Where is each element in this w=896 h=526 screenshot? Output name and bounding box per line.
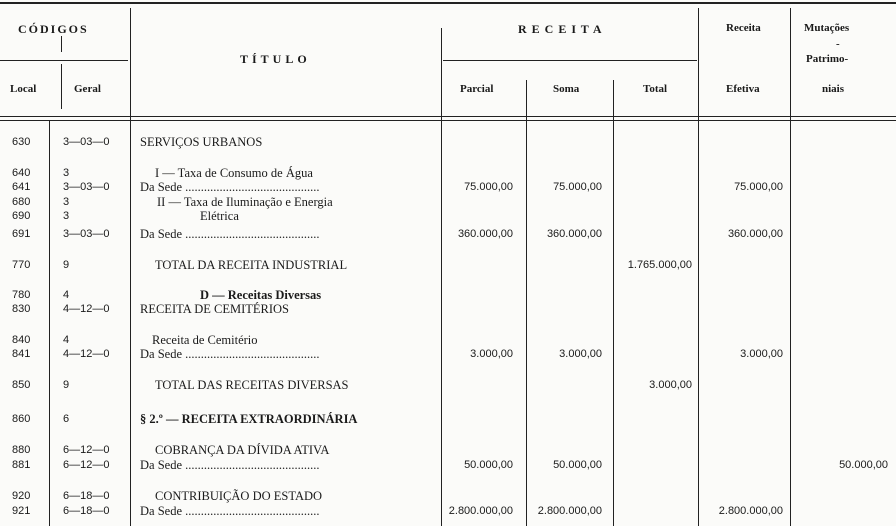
row-local-code: 881 [12, 459, 31, 471]
row-soma: 50.000,00 [553, 459, 602, 471]
row-geral-code: 4 [63, 334, 70, 346]
row-titulo: D — Receitas Diversas [200, 288, 322, 302]
row-efetiva: 3.000,00 [740, 348, 783, 360]
row-geral-code: 6—12—0 [63, 444, 110, 456]
row-geral-code: 4—12—0 [63, 303, 110, 315]
row-local-code: 880 [12, 444, 31, 456]
row-titulo: Da Sede ........................................... [140, 227, 320, 241]
row-local-code: 690 [12, 210, 31, 222]
row-total: 1.765.000,00 [627, 259, 692, 271]
row-local-code: 630 [12, 136, 31, 148]
header-mutacoes-1: Mutações [804, 22, 850, 34]
row-local-code: 641 [12, 181, 31, 193]
row-parcial: 360.000,00 [457, 228, 513, 240]
header-codigos: CÓDIGOS [18, 22, 89, 36]
top-rule [0, 2, 896, 4]
row-titulo: COBRANÇA DA DÍVIDA ATIVA [155, 443, 330, 457]
row-titulo: Da Sede ........................................... [140, 347, 320, 361]
header-bottom-rule [0, 116, 896, 117]
codigos-rule [0, 60, 128, 61]
col-divider-titulo [130, 8, 131, 526]
row-soma: 3.000,00 [559, 348, 602, 360]
row-geral-code: 6—18—0 [63, 490, 110, 502]
row-efetiva: 360.000,00 [727, 228, 783, 240]
header-bottom-rule-2 [0, 120, 896, 121]
row-parcial: 50.000,00 [464, 459, 513, 471]
header-mutacoes-2: - [836, 38, 840, 50]
row-efetiva: 75.000,00 [734, 181, 783, 193]
row-local-code: 840 [12, 334, 31, 346]
row-parcial: 3.000,00 [470, 348, 513, 360]
row-geral-code: 3 [63, 210, 70, 222]
col-divider-parcial [441, 28, 442, 526]
row-geral-code: 6—12—0 [63, 459, 110, 471]
row-titulo: CONTRIBUIÇÃO DO ESTADO [155, 489, 323, 503]
row-local-code: 850 [12, 379, 31, 391]
header-receita-efetiva-1: Receita [726, 22, 761, 34]
header-geral: Geral [74, 83, 101, 95]
col-divider-efetiva [698, 8, 699, 526]
header-parcial: Parcial [460, 83, 494, 95]
row-geral-code: 6 [63, 413, 70, 425]
row-local-code: 770 [12, 259, 31, 271]
row-local-code: 841 [12, 348, 31, 360]
row-local-code: 920 [12, 490, 31, 502]
row-parcial: 2.800.000,00 [448, 505, 513, 517]
row-geral-code: 3—03—0 [63, 181, 110, 193]
col-divider-soma [526, 80, 527, 526]
row-titulo: TOTAL DAS RECEITAS DIVERSAS [155, 378, 349, 392]
row-mutacoes: 50.000,00 [839, 459, 888, 471]
row-local-code: 921 [12, 505, 31, 517]
row-efetiva: 2.800.000,00 [718, 505, 783, 517]
row-titulo: SERVIÇOS URBANOS [140, 135, 263, 149]
header-soma: Soma [553, 83, 580, 95]
receita-rule [443, 60, 697, 61]
col-divider-geral-body [49, 120, 50, 526]
row-titulo: I — Taxa de Consumo de Água [155, 166, 313, 180]
row-local-code: 780 [12, 289, 31, 301]
row-geral-code: 9 [63, 379, 70, 391]
row-titulo: Receita de Cemitério [152, 333, 258, 347]
row-titulo: Da Sede ........................................... [140, 504, 320, 518]
header-receita-efetiva-2: Efetiva [726, 83, 760, 95]
row-local-code: 691 [12, 228, 31, 240]
header-titulo: TÍTULO [240, 52, 311, 66]
row-titulo: II — Taxa de Iluminação e Energia [157, 195, 333, 209]
col-divider-local-header [61, 64, 62, 109]
header-mutacoes-4: niais [822, 83, 845, 95]
header-total: Total [643, 83, 668, 95]
row-total: 3.000,00 [649, 379, 692, 391]
header-local: Local [10, 83, 37, 95]
row-geral-code: 3 [63, 196, 70, 208]
row-parcial: 75.000,00 [464, 181, 513, 193]
row-geral-code: 4 [63, 289, 70, 301]
row-geral-code: 4—12—0 [63, 348, 110, 360]
row-geral-code: 3—03—0 [63, 228, 110, 240]
row-soma: 360.000,00 [546, 228, 602, 240]
row-soma: 75.000,00 [553, 181, 602, 193]
row-soma: 2.800.000,00 [537, 505, 602, 517]
row-titulo: RECEITA DE CEMITÉRIOS [140, 302, 289, 316]
col-divider-mutacoes [790, 8, 791, 526]
row-titulo: TOTAL DA RECEITA INDUSTRIAL [155, 258, 348, 272]
header-mutacoes-3: Patrimo- [806, 53, 849, 65]
row-geral-code: 3 [63, 167, 70, 179]
row-titulo: Da Sede ........................................... [140, 458, 320, 472]
row-titulo: Elétrica [200, 209, 239, 223]
row-titulo: Da Sede ........................................... [140, 180, 320, 194]
row-titulo: § 2.º — RECEITA EXTRAORDINÁRIA [140, 412, 358, 426]
row-local-code: 830 [12, 303, 31, 315]
row-geral-code: 6—18—0 [63, 505, 110, 517]
row-geral-code: 3—03—0 [63, 136, 110, 148]
col-divider-total [613, 80, 614, 526]
col-divider-codigos-tick [61, 36, 62, 52]
row-local-code: 680 [12, 196, 31, 208]
row-local-code: 860 [12, 413, 31, 425]
header-receita: R E C E I T A [518, 22, 603, 36]
row-geral-code: 9 [63, 259, 70, 271]
row-local-code: 640 [12, 167, 31, 179]
